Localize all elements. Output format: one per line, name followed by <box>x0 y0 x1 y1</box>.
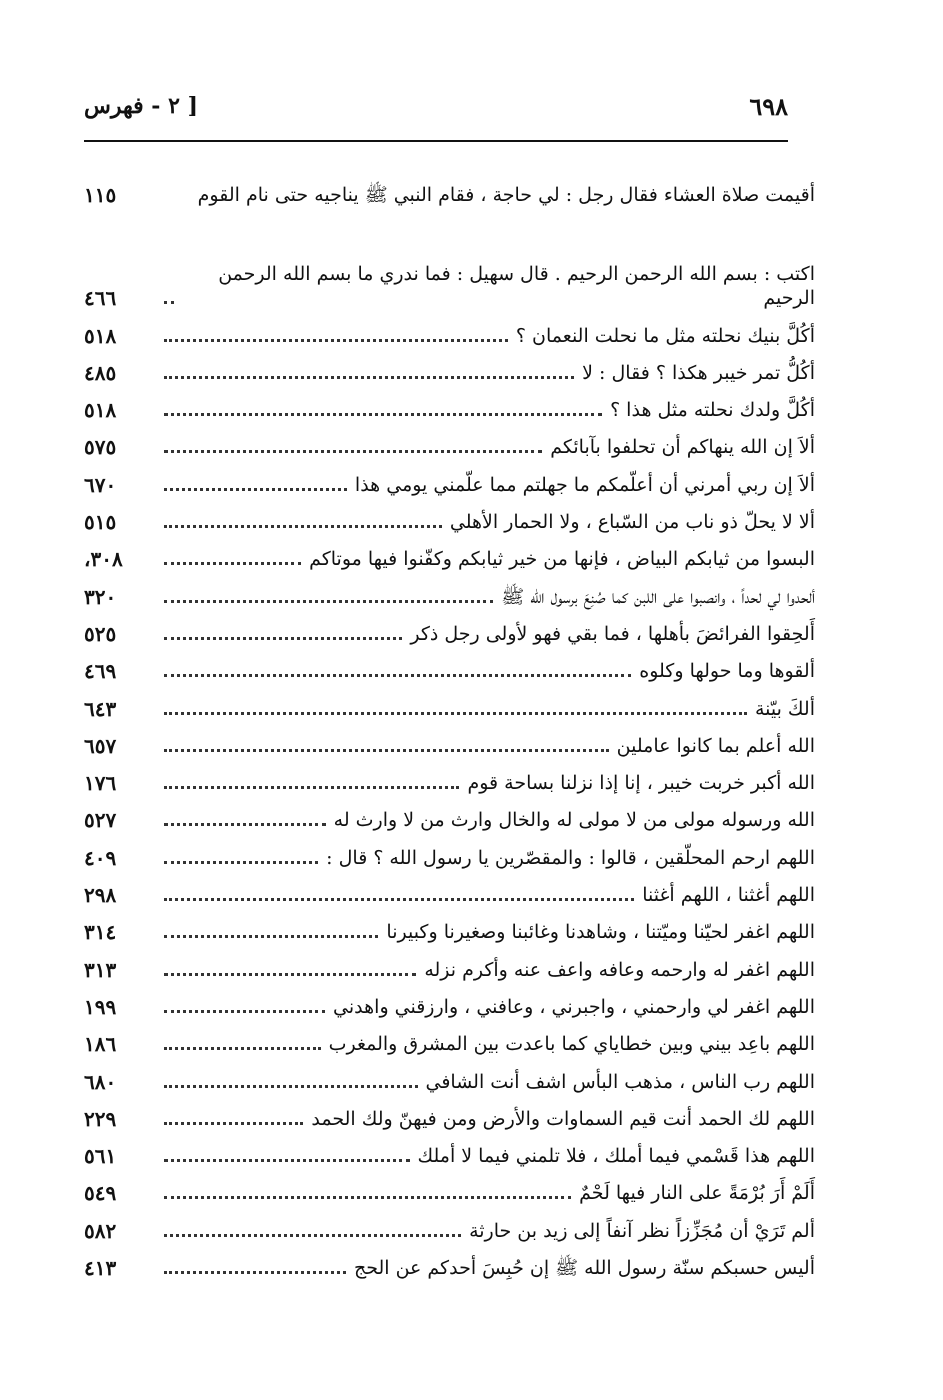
entry-page-number: ٥٧٥ <box>84 435 117 460</box>
entry-page-number: ٦٨٠ <box>84 1069 117 1094</box>
entry-page-number: ٣١٤ <box>84 920 117 945</box>
entry-text: ألا لا يحلّ ذو ناب من السّباع ، ولا الحمار الأهلي <box>449 511 815 534</box>
entry-page-number: ٢٩٨ <box>84 883 117 908</box>
entry-page-number: ٦٤٣ <box>84 696 117 721</box>
page-number: ٦٩٨ <box>749 91 788 121</box>
dot-leader <box>164 1112 303 1125</box>
entry-page-number: ١٨٦ <box>84 1032 117 1057</box>
running-title: [ ٢ - فهرس <box>84 93 199 119</box>
dot-leader <box>164 291 174 304</box>
entry-text: البسوا من ثيابكم البياض ، فإنها من خير ثيابكم وكفّنوا فيها موتاكم <box>309 548 815 571</box>
entry-page-number: ٥٢٥ <box>84 621 117 646</box>
dot-leader <box>164 440 542 453</box>
index-entry <box>84 870 815 907</box>
index-entry <box>84 1094 815 1131</box>
entry-text: أقيمت صلاة العشاء فقال رجل : لي حاجة ، فقام النبي ﷺ يناجيه حتى نام القوم <box>197 184 815 207</box>
index-entry <box>84 982 815 1019</box>
entry-page-number: ٢٢٩ <box>84 1106 117 1131</box>
entry-text: الله ورسوله مولى من لا مولى له والخال وارث من لا وارث له <box>333 809 815 832</box>
index-entry <box>84 944 815 981</box>
index-entry <box>84 609 815 646</box>
entry-text: اللهم باعِد بيني وبين خطاياي كما باعدت بين المشرق والمغرب <box>328 1033 815 1056</box>
entry-page-number: ٣١٣ <box>84 957 117 982</box>
entry-page-number: ٥١٨ <box>84 398 117 423</box>
index-entry <box>84 907 815 944</box>
dot-leader <box>164 664 631 677</box>
entry-text: أليس حسبكم سنّة رسول الله ﷺ إن حُبِسَ أحدكم عن الحج <box>353 1257 815 1280</box>
index-entry <box>84 348 815 385</box>
entry-page-number: ٥٦١ <box>84 1144 117 1169</box>
entry-text: الله أعلم بما كانوا عاملين <box>616 734 815 757</box>
entry-text: اللهم اغفر لحيّنا وميّتنا ، وشاهدنا وغائبنا وصغيرنا وكبيرنا <box>386 921 815 944</box>
index-entry <box>84 721 815 758</box>
index-entry <box>84 170 815 207</box>
dot-leader <box>164 851 318 864</box>
entry-text: اللهم اغفر لي وارحمني ، واجبرني ، وعافني ، وارزقني واهدني <box>333 995 815 1018</box>
entry-text: ألاَ إن ربي أمرني أن أعلّمكم ما جهلتم مما علّمني يومي هذا <box>354 473 815 496</box>
entry-text: اللهم رب الناس ، مذهب البأس اشف أنت الشافي <box>425 1070 815 1093</box>
entry-page-number: ٦٧٠ <box>84 472 117 497</box>
entry-text: اللهم اغفر له وارحمه وعافه واعف عنه وأكرم نزله <box>424 958 815 981</box>
entry-text: ألاَ إن الله ينهاكم أن تحلفوا بآبائكم <box>550 436 815 459</box>
entry-page-number: ٤٠٩ <box>84 845 117 870</box>
entry-page-number: ٦٥٧ <box>84 733 117 758</box>
entry-text: اللهم ارحم المحلّقين ، قالوا : والمقصّرين يا رسول الله ؟ قال : <box>326 846 815 869</box>
entry-text: الله أكبر خربت خيبر ، إنا إذا نزلنا بساحة قوم <box>467 772 815 795</box>
entry-text: أكُلُّ تمر خيبر هكذا ؟ فقال : لا <box>582 361 815 384</box>
dot-leader <box>164 478 347 491</box>
entry-text: ألحدوا لي لحداً ، وانصبوا على اللبن كما صُنِعَ برسول الله ﷺ <box>501 585 815 608</box>
entry-text: اللهم هذا قَسْمي فيما أملك ، فلا تلمني فيما لا أملك <box>417 1145 815 1168</box>
index-entry <box>84 758 815 795</box>
dot-leader <box>164 1149 410 1162</box>
dot-leader <box>164 1037 321 1050</box>
dot-leader <box>164 963 416 976</box>
dot-leader <box>164 739 609 752</box>
dot-leader <box>164 1224 461 1237</box>
entry-page-number: ٥٨٢ <box>84 1218 117 1243</box>
entry-text: أَلَمْ أَرَ بُرْمَةً على النار فيها لَحْمٌ <box>579 1182 815 1205</box>
index-entry <box>84 1131 815 1168</box>
entry-text: ألقوها وما حولها وكلوه <box>639 660 815 683</box>
dot-leader <box>164 776 459 789</box>
dot-leader <box>164 552 301 565</box>
dot-leader <box>164 702 747 715</box>
dot-leader <box>164 1186 571 1199</box>
entry-page-number: ٣٢٠ <box>84 584 117 609</box>
dot-leader <box>164 515 442 528</box>
entry-text: أَلحِقوا الفرائضَ بأهلها ، فما بقي فهو لأولى رجل ذكر <box>410 622 815 645</box>
dot-leader <box>164 403 602 416</box>
entry-page-number: ٥٤٩ <box>84 1181 117 1206</box>
entry-text: اكتب : بسم الله الرحمن الرحيم . قال سهيل : فما ندري ما بسم الله الرحمن الرحيم <box>218 263 815 310</box>
dot-leader <box>164 925 378 938</box>
index-entry <box>84 795 815 832</box>
entry-page-number: ٣٠٨، <box>84 547 123 572</box>
dot-leader <box>164 329 508 342</box>
entry-text: اللهم لك الحمد أنت قيم السماوات والأرض ومن فيهنّ ولك الحمد <box>311 1107 815 1130</box>
entry-text: ألم تَرَيْ أن مُجَزِّزاً نظر آنفاً إلى زيد بن حارثة <box>469 1219 815 1242</box>
page-header <box>84 86 788 126</box>
entry-text: أكُلَّ بنيك نحلته مثل ما نحلت النعمان ؟ <box>515 324 815 347</box>
index-entry <box>84 1243 815 1280</box>
entry-page-number: ٤١٣ <box>84 1256 117 1281</box>
index-entry <box>84 385 815 422</box>
entry-text: اللهم أغثنا ، اللهم أغثنا <box>642 884 815 907</box>
index-entry <box>84 832 815 869</box>
index-entry <box>84 497 815 534</box>
dot-leader <box>164 1075 418 1088</box>
header-rule <box>84 140 788 142</box>
dot-leader <box>164 888 634 901</box>
dot-leader <box>164 1000 325 1013</box>
dot-leader <box>164 590 493 603</box>
entry-text: ألكَ بيّنة <box>754 697 815 720</box>
entry-page-number: ٤٦٩ <box>84 659 117 684</box>
entry-page-number: ١١٥ <box>84 183 117 208</box>
entry-page-number: ٥١٥ <box>84 510 117 535</box>
entry-page-number: ٤٦٦ <box>84 286 117 311</box>
entry-page-number: ١٧٦ <box>84 771 117 796</box>
index-entry <box>84 646 815 683</box>
entry-page-number: ٥٢٧ <box>84 808 117 833</box>
dot-leader <box>164 191 190 201</box>
dot-leader <box>164 1261 346 1274</box>
index-entry <box>84 310 815 347</box>
entry-text: أكُلَّ ولدك نحلته مثل هذا ؟ <box>610 399 815 422</box>
index-entry <box>84 1019 815 1056</box>
index-entry <box>84 207 815 310</box>
hadith-index-list <box>84 170 815 1280</box>
entry-page-number: ٤٨٥ <box>84 360 117 385</box>
dot-leader <box>164 813 326 826</box>
dot-leader <box>164 627 402 640</box>
index-entry <box>84 459 815 496</box>
index-entry <box>84 422 815 459</box>
index-entry <box>84 683 815 720</box>
index-entry <box>84 534 815 571</box>
index-entry <box>84 1205 815 1242</box>
index-entry <box>84 1056 815 1093</box>
dot-leader <box>164 366 574 379</box>
entry-page-number: ١٩٩ <box>84 994 117 1019</box>
index-entry <box>84 1168 815 1205</box>
entry-page-number: ٥١٨ <box>84 323 117 348</box>
index-entry <box>84 571 815 608</box>
